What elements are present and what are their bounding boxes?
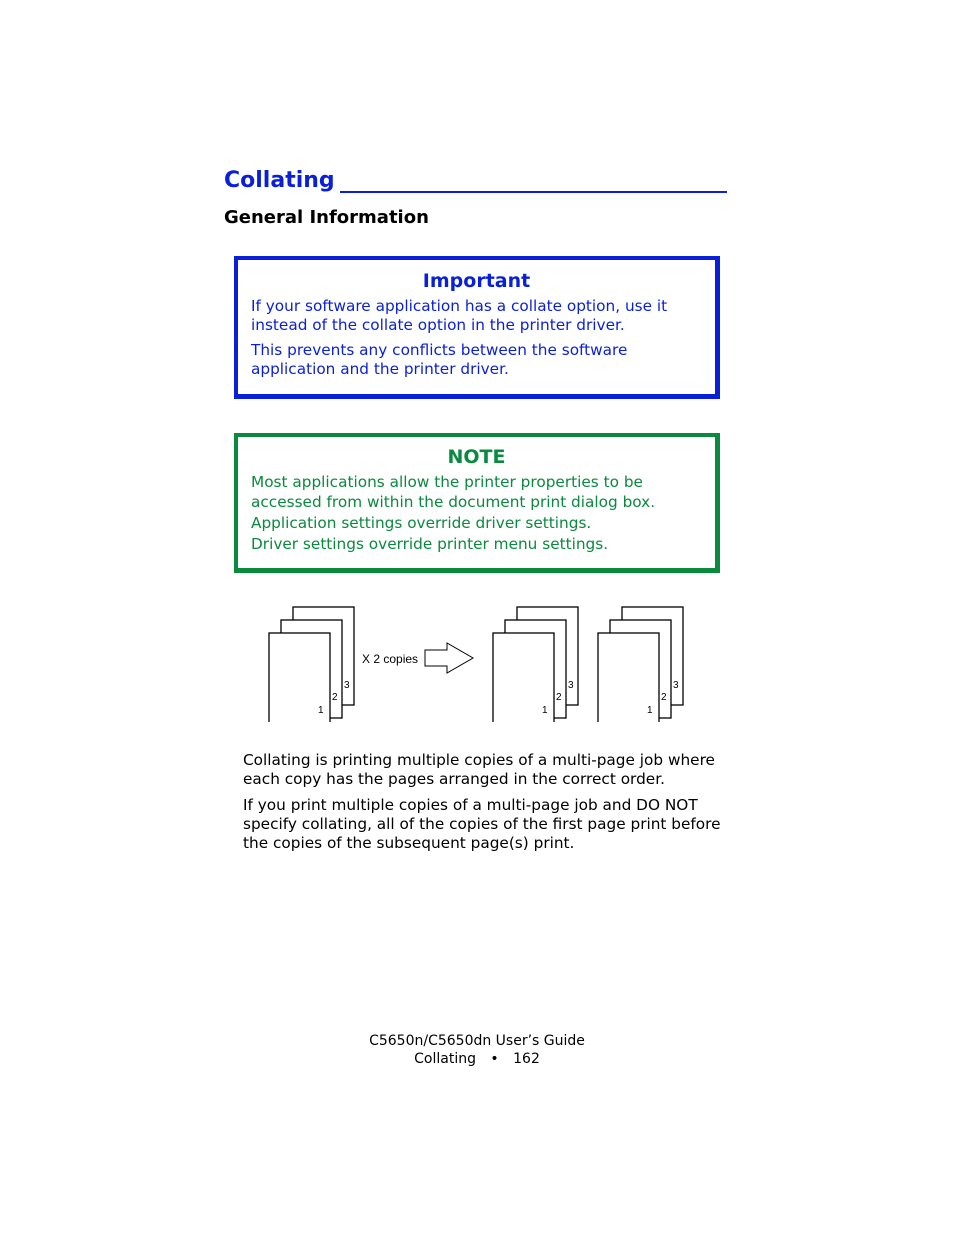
footer-separator: • (490, 1051, 499, 1067)
page-stack-original (269, 607, 354, 722)
important-box (234, 256, 720, 399)
footer-page-info (327, 1050, 627, 1068)
page-stack-copy-1 (493, 607, 578, 722)
important-heading: Important (422, 270, 531, 292)
title-rule (340, 191, 727, 193)
important-paragraph-1: If your software application has a collate option, use it instead of the collate option in the printer driver. (251, 297, 668, 334)
footer-section: Collating (414, 1051, 476, 1067)
body-paragraph-1: Collating is printing multiple copies of a multi-page job where each copy has the pages arranged in the correct order. (243, 751, 715, 788)
note-line-3: Application settings override driver settings. (251, 514, 592, 532)
note-line-1: Most applications allow the printer properties to be (251, 473, 643, 491)
footer-guide-title: C5650n/C5650dn User’s Guide (369, 1033, 585, 1049)
page-number-3: 3 (673, 680, 679, 691)
copies-label: X 2 copies (362, 652, 419, 666)
footer-page-number: 162 (513, 1051, 540, 1067)
page-number-3: 3 (568, 680, 574, 691)
page-number-1: 1 (542, 705, 548, 716)
page-number-2: 2 (661, 692, 667, 703)
page-number-1: 1 (318, 705, 324, 716)
page-number-1: 1 (647, 705, 653, 716)
page-title: Collating (224, 168, 335, 193)
note-box (234, 433, 720, 573)
arrow-right-icon (425, 643, 473, 673)
page-number-2: 2 (556, 692, 562, 703)
section-subheading: General Information (224, 207, 429, 228)
collating-diagram (262, 600, 692, 722)
body-paragraph-2: If you print multiple copies of a multi-page job and DO NOT specify collating, all of the copies of the first page print before the copies of the subsequent page(s) print. (243, 796, 721, 852)
important-paragraph-2: This prevents any conflicts between the software application and the printer driver. (251, 341, 628, 378)
page-number-2: 2 (332, 692, 338, 703)
note-line-4: Driver settings override printer menu settings. (251, 535, 609, 553)
page-stack-copy-2 (598, 607, 683, 722)
note-line-2: accessed from within the document print dialog box. (251, 493, 656, 511)
page-number-3: 3 (344, 680, 350, 691)
note-heading: NOTE (447, 446, 506, 468)
